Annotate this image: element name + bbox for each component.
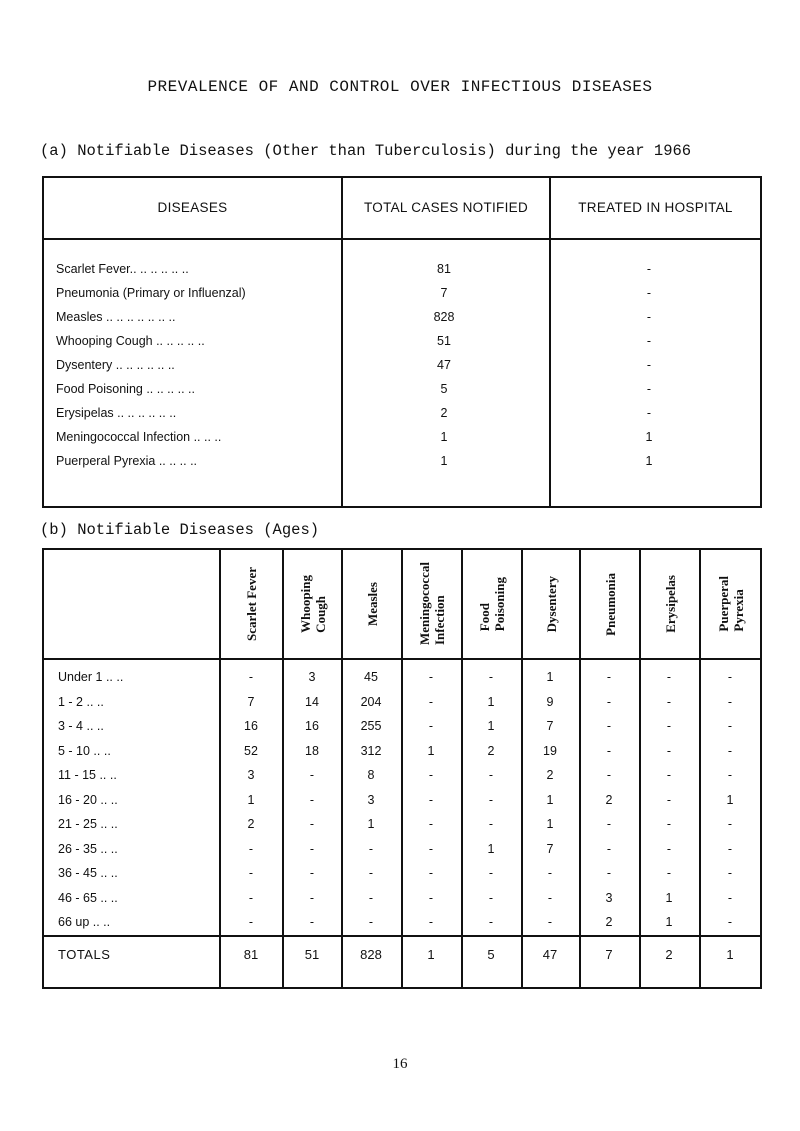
hospital-value: - bbox=[646, 262, 652, 276]
total-value: 2 bbox=[665, 947, 673, 962]
table-row bbox=[44, 406, 760, 428]
count-cell: - bbox=[309, 841, 315, 856]
count-cell: - bbox=[488, 915, 494, 929]
count-cell: - bbox=[727, 890, 733, 905]
header-divider bbox=[44, 658, 760, 660]
count-cell: 1 bbox=[487, 694, 495, 709]
count-cell: 2 bbox=[487, 743, 495, 758]
count-cell: 2 bbox=[605, 915, 613, 929]
count-cell: - bbox=[248, 670, 254, 684]
notified-value: 828 bbox=[433, 310, 455, 324]
count-cell: - bbox=[606, 670, 612, 684]
count-cell: - bbox=[666, 866, 672, 880]
count-cell: 312 bbox=[360, 743, 382, 758]
table-row bbox=[44, 310, 760, 332]
table-row bbox=[44, 695, 760, 717]
col-header-erysipelas: Erysipelas bbox=[662, 575, 678, 633]
count-cell: - bbox=[488, 768, 494, 782]
hospital-value: - bbox=[646, 334, 652, 348]
count-cell: - bbox=[309, 817, 315, 831]
total-value: 1 bbox=[427, 947, 435, 962]
table-row bbox=[44, 915, 760, 937]
count-cell: 45 bbox=[364, 670, 378, 684]
total-value: 7 bbox=[605, 947, 613, 962]
notified-value: 81 bbox=[437, 262, 451, 276]
count-cell: 1 bbox=[546, 670, 554, 684]
page-number: 16 bbox=[392, 1056, 408, 1072]
count-cell: - bbox=[727, 866, 733, 880]
page-title: PREVALENCE OF AND CONTROL OVER INFECTIOUS DISEASES bbox=[147, 78, 653, 96]
table-row bbox=[44, 866, 760, 888]
count-cell: - bbox=[606, 817, 612, 831]
count-cell: 19 bbox=[543, 743, 557, 758]
hospital-value: - bbox=[646, 406, 652, 420]
count-cell: 7 bbox=[546, 719, 554, 733]
hospital-value: - bbox=[646, 310, 652, 324]
total-value: 47 bbox=[542, 947, 558, 962]
notified-value: 1 bbox=[440, 430, 448, 444]
count-cell: - bbox=[606, 743, 612, 758]
count-cell: - bbox=[428, 768, 434, 782]
count-cell: 1 bbox=[427, 743, 435, 758]
count-cell: - bbox=[606, 694, 612, 709]
count-cell: 2 bbox=[605, 792, 613, 807]
count-cell: - bbox=[428, 694, 434, 709]
count-cell: - bbox=[248, 866, 254, 880]
count-cell: - bbox=[428, 915, 434, 929]
age-label: Under 1 .. .. bbox=[58, 670, 124, 684]
count-cell: - bbox=[428, 890, 434, 905]
count-cell: - bbox=[666, 841, 672, 856]
disease-label: Whooping Cough .. .. .. .. .. bbox=[56, 334, 205, 348]
count-cell: - bbox=[547, 915, 553, 929]
table-row bbox=[44, 358, 760, 380]
table-row bbox=[44, 842, 760, 864]
count-cell: 255 bbox=[360, 719, 382, 733]
col-header-puerperal-pyrexia: Puerperal Pyrexia bbox=[715, 576, 746, 632]
col-header-pneumonia: Pneumonia bbox=[602, 572, 618, 636]
count-cell: - bbox=[309, 915, 315, 929]
age-label: 26 - 35 .. .. bbox=[58, 841, 118, 856]
table-row bbox=[44, 744, 760, 766]
age-label: 66 up .. .. bbox=[58, 915, 111, 929]
disease-label: Erysipelas .. .. .. .. .. .. bbox=[56, 406, 177, 420]
count-cell: - bbox=[727, 670, 733, 684]
section-a-heading: (a) Notifiable Diseases (Other than Tuberculosis) during the year 1966 bbox=[40, 142, 692, 160]
count-cell: - bbox=[606, 866, 612, 880]
table-row bbox=[44, 817, 760, 839]
table-row bbox=[44, 719, 760, 741]
disease-label: Dysentery .. .. .. .. .. .. bbox=[56, 358, 175, 372]
count-cell: - bbox=[428, 866, 434, 880]
count-cell: 18 bbox=[305, 743, 319, 758]
header-treated-hospital: TREATED IN HOSPITAL bbox=[578, 200, 733, 215]
total-value: 5 bbox=[487, 947, 495, 962]
count-cell: - bbox=[666, 719, 672, 733]
count-cell: - bbox=[606, 719, 612, 733]
count-cell: 1 bbox=[665, 890, 673, 905]
count-cell: 3 bbox=[247, 768, 255, 782]
count-cell: 8 bbox=[367, 768, 375, 782]
count-cell: - bbox=[309, 768, 315, 782]
section-b-heading: (b) Notifiable Diseases (Ages) bbox=[40, 521, 320, 539]
disease-label: Puerperal Pyrexia .. .. .. .. bbox=[56, 454, 198, 468]
count-cell: 7 bbox=[546, 841, 554, 856]
count-cell: 1 bbox=[665, 915, 673, 929]
count-cell: - bbox=[727, 841, 733, 856]
totals-label: TOTALS bbox=[58, 947, 111, 962]
hospital-value: 1 bbox=[645, 454, 653, 468]
total-value: 828 bbox=[360, 947, 382, 962]
table-row bbox=[44, 334, 760, 356]
total-value: 81 bbox=[243, 947, 259, 962]
count-cell: - bbox=[488, 817, 494, 831]
count-cell: - bbox=[547, 890, 553, 905]
notified-value: 47 bbox=[437, 358, 451, 372]
count-cell: - bbox=[727, 915, 733, 929]
count-cell: - bbox=[727, 743, 733, 758]
hospital-value: - bbox=[646, 286, 652, 300]
count-cell: - bbox=[666, 817, 672, 831]
count-cell: - bbox=[428, 792, 434, 807]
header-divider bbox=[44, 238, 760, 240]
count-cell: 14 bbox=[305, 694, 319, 709]
count-cell: - bbox=[368, 841, 374, 856]
col-header-meningococcal: Meningococcal Infection bbox=[417, 562, 447, 646]
disease-ages-table bbox=[42, 548, 762, 989]
disease-label: Pneumonia (Primary or Influenzal) bbox=[56, 286, 246, 300]
age-label: 5 - 10 .. .. bbox=[58, 743, 111, 758]
count-cell: 1 bbox=[247, 792, 255, 807]
count-cell: - bbox=[666, 768, 672, 782]
disease-label: Food Poisoning .. .. .. .. .. bbox=[56, 382, 195, 396]
count-cell: - bbox=[666, 743, 672, 758]
count-cell: 3 bbox=[308, 670, 316, 684]
count-cell: 1 bbox=[726, 792, 734, 807]
count-cell: - bbox=[488, 890, 494, 905]
header-total-notified: TOTAL CASES NOTIFIED bbox=[363, 200, 529, 215]
count-cell: - bbox=[488, 670, 494, 684]
count-cell: - bbox=[368, 890, 374, 905]
table-row bbox=[44, 430, 760, 452]
disease-label: Meningococcal Infection .. .. .. bbox=[56, 430, 222, 444]
count-cell: - bbox=[368, 866, 374, 880]
count-cell: 2 bbox=[546, 768, 554, 782]
age-label: 11 - 15 .. .. bbox=[58, 768, 117, 782]
count-cell: - bbox=[606, 768, 612, 782]
table-row bbox=[44, 768, 760, 790]
count-cell: - bbox=[428, 841, 434, 856]
count-cell: - bbox=[547, 866, 553, 880]
notified-value: 1 bbox=[440, 454, 448, 468]
col-header-measles: Measles bbox=[364, 581, 380, 627]
count-cell: - bbox=[666, 670, 672, 684]
notified-value: 5 bbox=[440, 382, 448, 396]
header-diseases: DISEASES bbox=[157, 200, 228, 215]
count-cell: - bbox=[727, 817, 733, 831]
table-row bbox=[44, 793, 760, 815]
count-cell: - bbox=[428, 719, 434, 733]
table-row bbox=[44, 670, 760, 692]
count-cell: 3 bbox=[367, 792, 375, 807]
col-header-whooping-cough: Whooping Cough bbox=[297, 575, 328, 633]
notified-value: 7 bbox=[440, 286, 448, 300]
count-cell: 1 bbox=[487, 841, 495, 856]
count-cell: 1 bbox=[487, 719, 495, 733]
count-cell: - bbox=[309, 792, 315, 807]
hospital-value: - bbox=[646, 358, 652, 372]
count-cell: - bbox=[666, 792, 672, 807]
count-cell: 2 bbox=[247, 817, 255, 831]
col-header-dysentery: Dysentery bbox=[543, 575, 559, 633]
count-cell: 3 bbox=[605, 890, 613, 905]
count-cell: - bbox=[488, 792, 494, 807]
col-header-scarlet-fever: Scarlet Fever bbox=[244, 567, 259, 641]
age-label: 36 - 45 .. .. bbox=[58, 866, 118, 880]
count-cell: - bbox=[606, 841, 612, 856]
count-cell: 1 bbox=[546, 792, 554, 807]
table-row bbox=[44, 891, 760, 913]
count-cell: - bbox=[666, 694, 672, 709]
total-value: 1 bbox=[726, 947, 734, 962]
count-cell: - bbox=[368, 915, 374, 929]
count-cell: - bbox=[248, 890, 254, 905]
count-cell: - bbox=[428, 817, 434, 831]
count-cell: 9 bbox=[546, 694, 554, 709]
count-cell: - bbox=[248, 915, 254, 929]
count-cell: 1 bbox=[367, 817, 375, 831]
count-cell: 204 bbox=[360, 694, 382, 709]
age-label: 21 - 25 .. .. bbox=[58, 817, 118, 831]
count-cell: - bbox=[309, 890, 315, 905]
count-cell: - bbox=[309, 866, 315, 880]
hospital-value: 1 bbox=[645, 430, 653, 444]
count-cell: 1 bbox=[546, 817, 554, 831]
disease-label: Scarlet Fever.. .. .. .. .. .. bbox=[56, 262, 189, 276]
count-cell: - bbox=[248, 841, 254, 856]
age-label: 16 - 20 .. .. bbox=[58, 792, 118, 807]
notified-value: 2 bbox=[440, 406, 448, 420]
age-label: 1 - 2 .. .. bbox=[58, 694, 104, 709]
table-row bbox=[44, 382, 760, 404]
table-row bbox=[44, 286, 760, 308]
total-value: 51 bbox=[304, 947, 320, 962]
hospital-value: - bbox=[646, 382, 652, 396]
count-cell: 16 bbox=[244, 719, 258, 733]
count-cell: - bbox=[727, 694, 733, 709]
notified-diseases-table bbox=[42, 176, 762, 508]
count-cell: 16 bbox=[305, 719, 319, 733]
count-cell: - bbox=[727, 719, 733, 733]
age-label: 46 - 65 .. .. bbox=[58, 890, 118, 905]
table-row bbox=[44, 454, 760, 476]
count-cell: - bbox=[727, 768, 733, 782]
count-cell: 52 bbox=[244, 743, 258, 758]
notified-value: 51 bbox=[437, 334, 451, 348]
count-cell: - bbox=[428, 670, 434, 684]
count-cell: - bbox=[488, 866, 494, 880]
count-cell: 7 bbox=[247, 694, 255, 709]
disease-label: Measles .. .. .. .. .. .. .. bbox=[56, 310, 176, 324]
col-header-food-poisoning: Food Poisoning bbox=[477, 576, 507, 632]
table-row bbox=[44, 262, 760, 284]
age-label: 3 - 4 .. .. bbox=[58, 719, 104, 733]
